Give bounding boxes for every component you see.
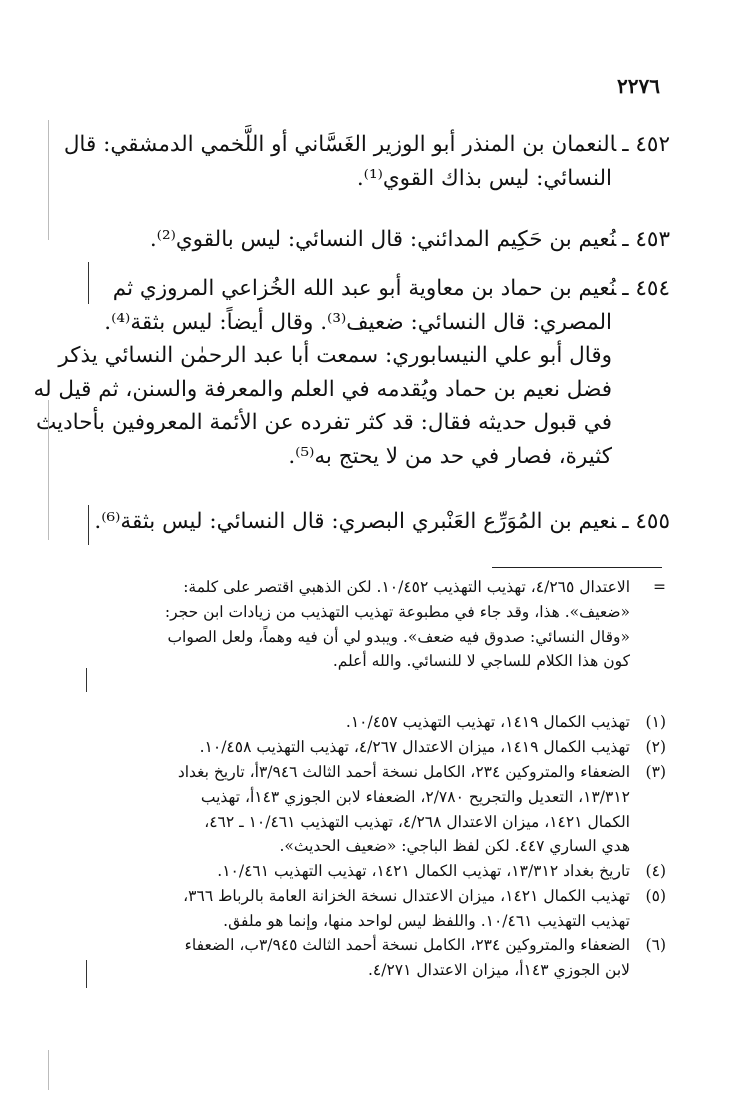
footnote-line: «ضعيف». هذا، وقد جاء في مطبوعة تهذيب التهذيب من زيادات ابن حجر: <box>164 602 630 621</box>
footnote-line: تاريخ بغداد ١٣/٣١٢، تهذيب الكمال ١٤٢١، تهذيب التهذيب ١٠/٤٦١. <box>217 862 630 880</box>
footnote-5 <box>68 884 666 934</box>
entry-line: المصري: قال النسائي: ضعيف⁽³⁾. وقال أيضاً: ليس بثقة⁽⁴⁾. <box>104 309 612 335</box>
entry-line: في قبول حديثه فقال: قد كثر تفرده عن الأئمة المعروفين بأحاديث <box>35 410 612 435</box>
entry-number: ٤٥٣ ـ <box>622 227 670 252</box>
entry-line: نُعيم بن حَكِيم المدائني: قال النسائي: ليس بالقوي⁽²⁾. <box>149 227 617 252</box>
entry-line: النعمان بن المنذر أبو الوزير الغَسَّاني أو اللَّخمي الدمشقي: قال <box>63 132 617 157</box>
margin-bar <box>86 668 87 692</box>
footnote-line: الكمال ١٤٢١، ميزان الاعتدال ٤/٢٦٨، تهذيب التهذيب ١٠/٤٦١ ـ ٤٦٢، <box>204 812 630 831</box>
entry-453 <box>64 223 670 257</box>
scan-edge-line <box>48 1050 49 1090</box>
footnote-marker: (٣) <box>645 763 666 781</box>
entry-number: ٤٥٢ ـ <box>622 132 670 157</box>
page-number: ٢٢٧٦ <box>617 74 660 98</box>
entry-line: كثيرة، فصار في حد من لا يحتج به⁽⁵⁾. <box>288 443 612 469</box>
margin-bar <box>88 262 89 304</box>
entry-line: نُعيم بن حماد بن معاوية أبو عبد الله الخُزاعي المروزي ثم <box>112 276 617 301</box>
entry-line: فضل نعيم بن حماد ويُقدمه في العلم والمعرفة والسنن، ثم قيل له <box>33 376 612 402</box>
margin-bar <box>88 505 89 545</box>
footnote-divider <box>492 567 662 568</box>
footnote-line: لابن الجوزي ١٤٣أ، ميزان الاعتدال ٤/٢٧١. <box>367 960 630 979</box>
entry-line: وقال أبو علي النيسابوري: سمعت أبا عبد الرحمٰن النسائي يذكر <box>58 343 612 368</box>
entry-line: النسائي: ليس بذاك القوي⁽¹⁾. <box>356 165 612 191</box>
scan-edge-line <box>48 400 49 540</box>
footnote-marker: (٢) <box>645 738 666 756</box>
footnote-marker: (٥) <box>645 887 666 905</box>
footnote-1 <box>68 710 666 735</box>
footnote-line: تهذيب الكمال ١٤١٩، ميزان الاعتدال ٤/٢٦٧، تهذيب التهذيب ١٠/٤٥٨. <box>199 738 630 756</box>
footnote-line: الضعفاء والمتروكين ٢٣٤، الكامل نسخة أحمد الثالث ٣/٩٤٥ب، الضعفاء <box>184 936 630 954</box>
entry-number: ٤٥٥ ـ <box>622 509 670 534</box>
footnote-line: ١٣/٣١٢، التعديل والتجريح ٢/٧٨٠، الضعفاء لابن الجوزي ١٤٣أ، تهذيب <box>200 787 630 806</box>
entry-line: نعيم بن المُوَرِّع العَنْبري البصري: قال النسائي: ليس بثقة⁽⁶⁾. <box>94 509 617 534</box>
footnote-line: كون هذا الكلام للساجي لا للنسائي. والله أعلم. <box>332 652 630 671</box>
footnote-4 <box>68 859 666 884</box>
entry-452 <box>64 128 670 195</box>
footnote-line: الاعتدال ٤/٢٦٥، تهذيب التهذيب ١٠/٤٥٢. لكن الذهبي اقتصر على كلمة: <box>183 578 630 596</box>
entry-number: ٤٥٤ ـ <box>622 276 670 301</box>
footnote-marker: (١) <box>645 713 666 731</box>
footnote-3 <box>68 760 666 859</box>
entry-454 <box>33 272 670 473</box>
footnote-marker: (٦) <box>645 936 666 954</box>
footnote-line: تهذيب الكمال ١٤٢١، ميزان الاعتدال نسخة الخزانة العامة بالرباط ٣٦٦، <box>183 887 630 905</box>
scan-edge-line <box>48 120 49 240</box>
footnote-6 <box>68 933 666 983</box>
footnote-line: تهذيب الكمال ١٤١٩، تهذيب التهذيب ١٠/٤٥٧. <box>345 713 630 731</box>
footnote-2 <box>68 735 666 760</box>
entry-455 <box>64 505 670 539</box>
footnote-marker: (٤) <box>645 862 666 880</box>
footnote-line: هدي الساري ٤٤٧. لكن لفظ الباجي: «ضعيف الحديث». <box>279 837 630 856</box>
footnote-line: «وقال النسائي: صدوق فيه ضعف». ويبدو لي أن فيه وهماً، ولعل الصواب <box>167 627 630 646</box>
margin-bar <box>86 960 87 988</box>
footnote-line: الضعفاء والمتروكين ٢٣٤، الكامل نسخة أحمد الثالث ٣/٩٤٦أ، تاريخ بغداد <box>177 763 630 781</box>
footnote-line: تهذيب التهذيب ١٠/٤٦١. واللفظ ليس لواحد منها، وإنما هو ملفق. <box>223 911 630 930</box>
footnote-marker: = <box>653 578 666 596</box>
footnote-continuation <box>68 575 666 674</box>
